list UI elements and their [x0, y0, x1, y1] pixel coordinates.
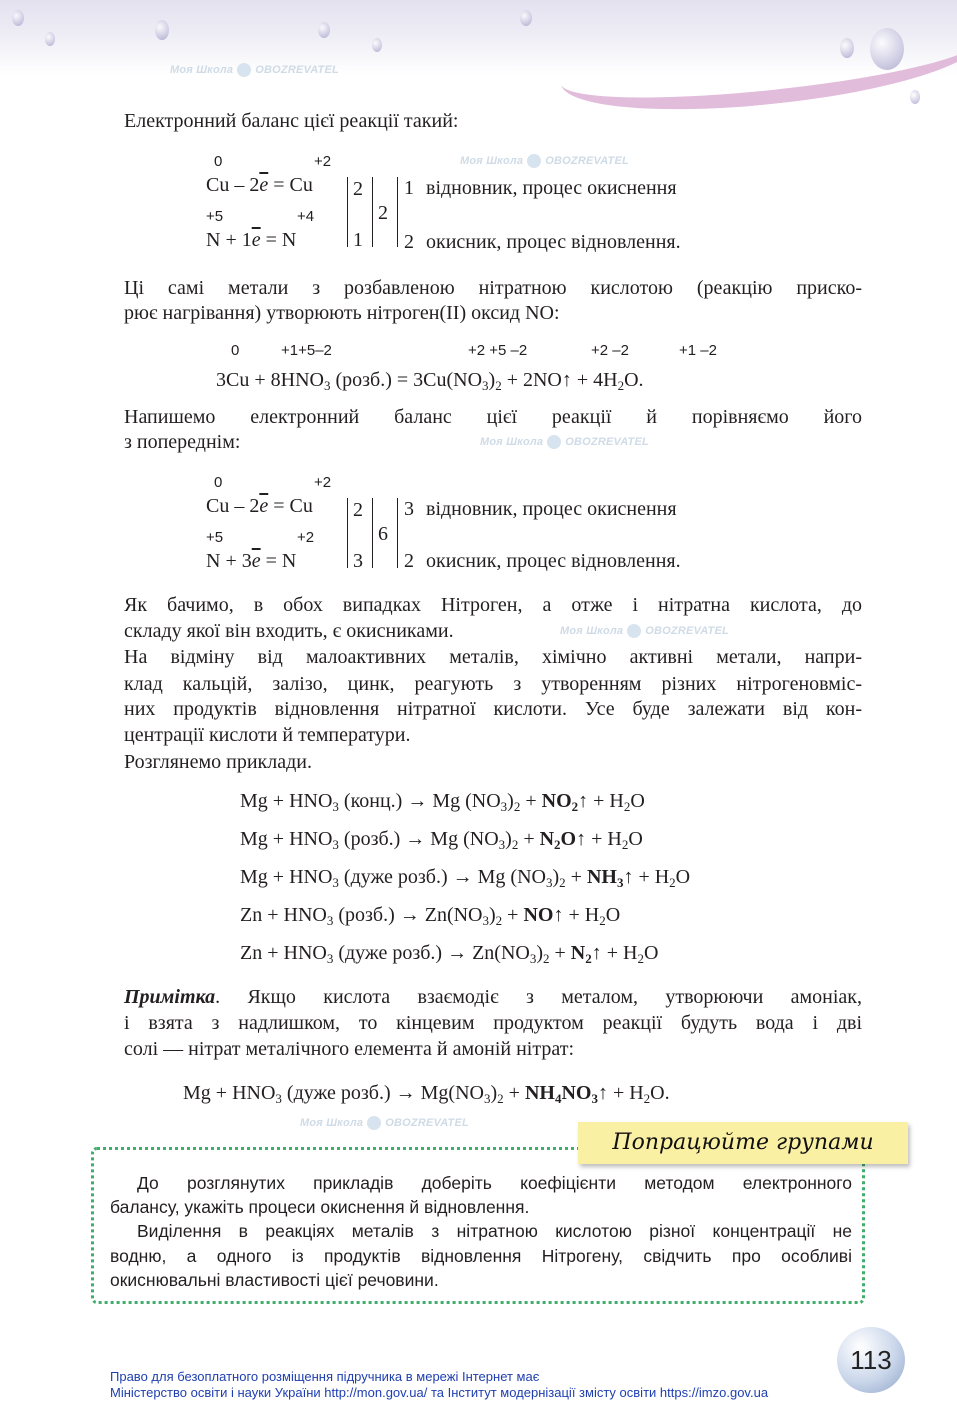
oxidation-state: 0 — [214, 153, 223, 170]
reaction-item: $Zn + HNO_3$ (дуже розб.) → $Zn(NO_3)_2$ + $N_2↑ + H_2O$ — [240, 942, 659, 966]
paragraph-line: складу якої він входить, є окисниками. — [124, 620, 454, 642]
task-line: водню, а одного із продуктів відновлення Нітрогену, свідчить про особливі — [110, 1246, 852, 1266]
role-label: окисник, процес відновлення. — [426, 550, 681, 572]
equation-text: $3Cu + 8HNO_3$ (розб.) = $3Cu(NO_3)_2$ + 2NO↑ + $4H_2O$. — [216, 369, 644, 393]
bubble-icon — [45, 32, 55, 46]
bubble-icon — [318, 22, 330, 38]
watermark-text: Моя Школа — [300, 1117, 364, 1129]
lcm-value: 2 — [378, 202, 388, 224]
watermark — [300, 1115, 469, 1131]
watermark-text: OBOZREVATEL — [255, 64, 339, 76]
oxidation-state: +2 — [297, 529, 315, 546]
role-label: відновник, процес окиснення — [426, 177, 677, 199]
page-number: 113 — [837, 1327, 905, 1393]
paragraph-line: клад кальцій, залізо, цинк, реагують з утворенням різних нітрогеновміс- — [124, 673, 862, 695]
task-line: балансу, укажіть процеси окиснення й відновлення. — [110, 1197, 530, 1217]
intro-text: Електронний баланс цієї реакції такий: — [124, 110, 459, 132]
oxidation-state: +2 — [314, 474, 332, 491]
note-equation: $Mg + HNO_3$ (дуже розб.) → $Mg(NO_3)_2$ + $NH_4NO_3↑ + H_2O$. — [183, 1082, 670, 1106]
coefficient: 3 — [404, 498, 414, 520]
watermark-text: Моя Школа — [560, 625, 624, 637]
oxidation-state: +2 +5 –2 — [468, 342, 528, 359]
paragraph-line: Напишемо електронний баланс цієї реакції й порівняємо його — [124, 406, 862, 428]
oxidation-state: +2 –2 — [591, 342, 629, 359]
bubble-icon — [372, 38, 382, 52]
reaction-item: $Mg + HNO_3$ (конц.) → Mg $(NO_3)_2$ + $NO_2↑ + H_2O$ — [240, 790, 645, 814]
note-line: солі — нітрат металічного елемента й амоній нітрат: — [124, 1038, 574, 1060]
task-line: Виділення в реакціях металів з нітратною кислотою різної концентрації не — [137, 1221, 852, 1241]
oxidation-state: 0 — [214, 474, 223, 491]
electrons-count: 2 — [353, 178, 363, 200]
bubble-icon — [870, 28, 904, 70]
paragraph-line: рює нагрівання) утворюють нітроген(ІІ) оксид NO: — [124, 302, 560, 324]
watermark — [170, 62, 339, 78]
coefficient: 2 — [404, 231, 414, 253]
half-reaction: $Cu - 2\overline{e} = Cu$ — [206, 495, 313, 517]
oxidation-state: +1+5–2 — [281, 342, 332, 359]
electrons-count: 2 — [353, 499, 363, 521]
lcm-value: 6 — [378, 523, 388, 545]
paragraph-line: Ці самі метали з розбавленою нітратною кислотою (реакцію приско- — [124, 277, 862, 299]
oxidation-state: +4 — [297, 208, 315, 225]
paragraph-line: центрації кислоти й температури. — [124, 724, 411, 746]
note-label: Примітка — [124, 986, 216, 1008]
watermark-text: OBOZREVATEL — [565, 436, 649, 448]
watermark-text: OBOZREVATEL — [645, 625, 729, 637]
paragraph-line: Розглянемо приклади. — [124, 751, 312, 773]
note-line — [124, 985, 862, 1009]
task-line: До розглянутих прикладів доберіть коефіцієнти методом електронного — [137, 1173, 852, 1193]
oxidation-state: +1 –2 — [679, 342, 717, 359]
oxidation-state: +5 — [206, 529, 224, 546]
paragraph-line: Як бачимо, в обох випадках Нітроген, а отже і нітратна кислота, до — [124, 594, 862, 616]
watermark — [460, 153, 629, 169]
header-decoration — [0, 0, 957, 100]
electrons-count: 1 — [353, 229, 363, 251]
bubble-icon — [520, 10, 532, 26]
watermark-text: OBOZREVATEL — [545, 155, 629, 167]
role-label: окисник, процес відновлення. — [426, 231, 681, 253]
coefficient: 2 — [404, 550, 414, 572]
oxidation-state: 0 — [231, 342, 240, 359]
watermark-text: OBOZREVATEL — [385, 1117, 469, 1129]
footer-line: Міністерство освіти і науки України http://mon.gov.ua/ та Інститут модернізації змісту освіти https://imzo.gov.ua — [110, 1385, 769, 1400]
footer-line: Право для безоплатного розміщення підручника в мережі Інтернет має — [110, 1369, 540, 1384]
coefficient: 1 — [404, 177, 414, 199]
reaction-item: $Zn + HNO_3$ (розб.) → $Zn(NO_3)_2$ + NO↑ + $H_2O$ — [240, 904, 621, 928]
watermark-text: Моя Школа — [480, 436, 544, 448]
note-line: і взята з надлишком, то кінцевим продуктом реакції будуть вода і дві — [124, 1012, 862, 1034]
bubble-icon — [12, 10, 24, 26]
paragraph-line: них продуктів відновлення нітратної кислоти. Усе буде залежати від кон- — [124, 698, 862, 720]
half-reaction: $N + 1\overline{e} = N$ — [206, 229, 297, 251]
note-text: . Якщо кислота взаємодіє з металом, утворюючи амоніак, — [215, 986, 862, 1008]
bubble-icon — [910, 90, 920, 104]
bubble-icon — [155, 20, 169, 40]
electrons-count: 3 — [353, 550, 363, 572]
half-reaction: $N + 3\overline{e} = N$ — [206, 550, 297, 572]
reaction-item: $Mg + HNO_3$ (дуже розб.) → Mg $(NO_3)_2$ + $NH_3↑ + H_2O$ — [240, 866, 691, 890]
paragraph-line: з попереднім: — [124, 431, 241, 453]
group-task-title: Попрацюйте групами — [578, 1122, 908, 1164]
paragraph-line: На відміну від малоактивних металів, хімічно активні метали, напри- — [124, 646, 862, 668]
role-label: відновник, процес окиснення — [426, 498, 677, 520]
watermark-text: Моя Школа — [170, 64, 234, 76]
oxidation-state: +2 — [314, 153, 332, 170]
watermark-text: Моя Школа — [460, 155, 524, 167]
oxidation-state: +5 — [206, 208, 224, 225]
reaction-item: $Mg + HNO_3$ (розб.) → Mg $(NO_3)_2$ + $N_2O↑ + H_2O$ — [240, 828, 643, 852]
half-reaction: $Cu - 2\overline{e} = Cu$ — [206, 174, 313, 196]
bubble-icon — [840, 38, 854, 58]
task-line: окиснювальні властивості цієї речовини. — [110, 1270, 439, 1290]
